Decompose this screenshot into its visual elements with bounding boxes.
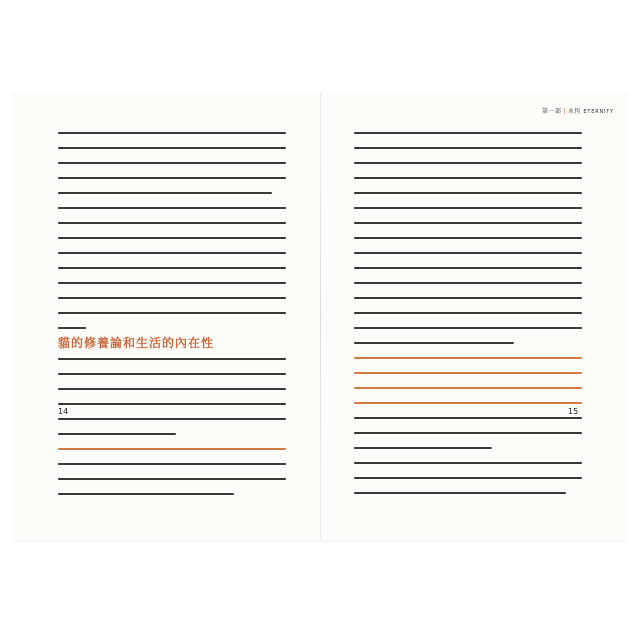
right-page bbox=[320, 92, 626, 540]
section-heading: 貓的修養論和生活的內在性 bbox=[58, 336, 215, 350]
highlighted-text-line bbox=[354, 402, 582, 404]
text-line bbox=[354, 252, 582, 254]
text-line bbox=[58, 373, 286, 375]
text-line bbox=[58, 177, 286, 179]
text-line bbox=[58, 418, 286, 420]
text-line bbox=[354, 477, 582, 479]
text-line bbox=[58, 358, 286, 360]
running-head bbox=[542, 106, 614, 115]
text-line bbox=[354, 342, 514, 344]
text-line bbox=[58, 147, 286, 149]
book-gutter bbox=[320, 92, 321, 540]
text-line bbox=[354, 177, 582, 179]
text-line bbox=[58, 237, 286, 239]
text-line bbox=[354, 147, 582, 149]
text-line bbox=[58, 267, 286, 269]
running-head-title: 永恆 bbox=[567, 108, 581, 115]
text-line bbox=[354, 132, 582, 134]
text-line bbox=[58, 463, 286, 465]
text-line bbox=[354, 222, 582, 224]
left-body-paragraphs-bottom bbox=[58, 358, 286, 508]
text-line bbox=[58, 222, 286, 224]
text-line bbox=[58, 297, 286, 299]
running-head-separator: | bbox=[563, 108, 566, 115]
text-line bbox=[354, 267, 582, 269]
text-line bbox=[354, 297, 582, 299]
text-line bbox=[354, 282, 582, 284]
text-line bbox=[58, 192, 272, 194]
text-line bbox=[354, 462, 582, 464]
text-line bbox=[58, 493, 234, 495]
page-number-right: 15 bbox=[568, 407, 579, 416]
text-line bbox=[58, 388, 286, 390]
highlighted-text-line bbox=[58, 448, 286, 450]
running-head-title-en: ETERNITY bbox=[583, 109, 614, 115]
text-line bbox=[58, 403, 286, 405]
text-line bbox=[354, 192, 582, 194]
right-body-paragraphs bbox=[354, 132, 582, 507]
text-line bbox=[58, 312, 286, 314]
text-line bbox=[354, 162, 582, 164]
text-line bbox=[58, 132, 286, 134]
text-line bbox=[58, 162, 286, 164]
text-line bbox=[354, 327, 582, 329]
text-line bbox=[354, 432, 582, 434]
text-line bbox=[58, 207, 286, 209]
text-line bbox=[58, 327, 86, 329]
text-line bbox=[354, 492, 566, 494]
highlighted-text-line bbox=[354, 387, 582, 389]
text-line bbox=[58, 478, 286, 480]
text-line bbox=[58, 433, 176, 435]
left-body-paragraphs-top bbox=[58, 132, 286, 342]
text-line bbox=[354, 417, 582, 419]
text-line bbox=[354, 447, 492, 449]
highlighted-text-line bbox=[354, 357, 582, 359]
left-page bbox=[14, 92, 320, 540]
text-line bbox=[354, 207, 582, 209]
text-line bbox=[354, 312, 582, 314]
running-head-part: 第一部 bbox=[541, 108, 562, 115]
highlighted-text-line bbox=[354, 372, 582, 374]
text-line bbox=[58, 252, 286, 254]
page-number-left: 14 bbox=[58, 407, 69, 416]
text-line bbox=[354, 237, 582, 239]
text-line bbox=[58, 282, 286, 284]
